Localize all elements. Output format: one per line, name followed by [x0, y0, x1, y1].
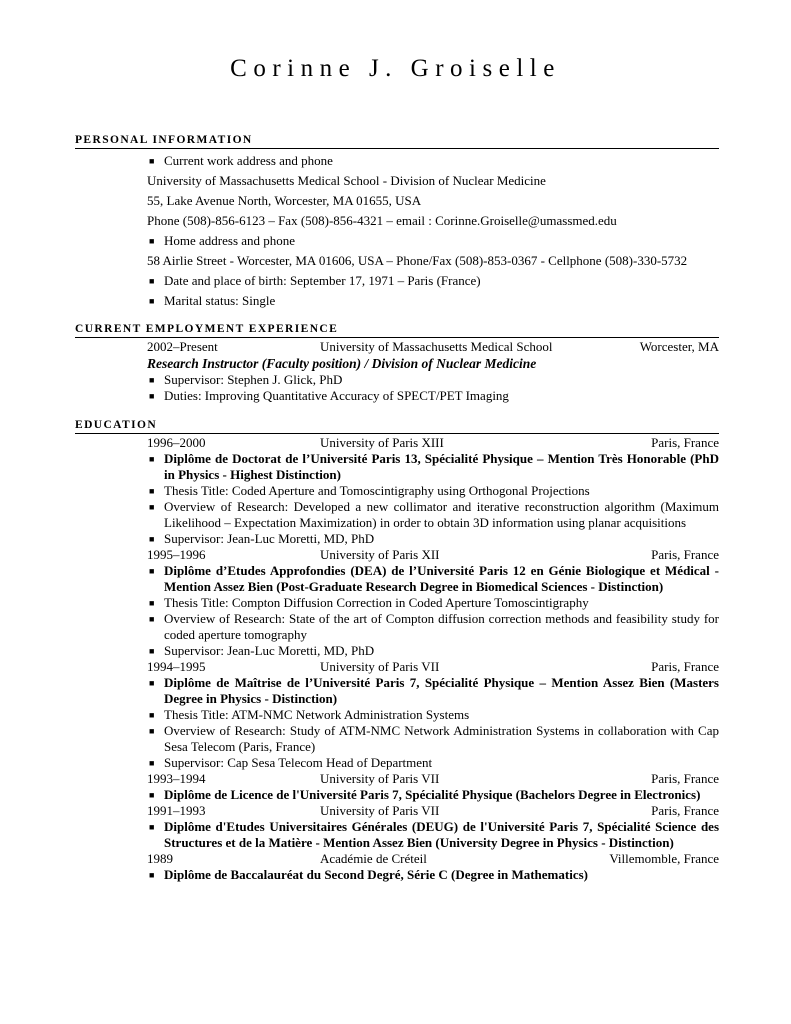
duties-text: Duties: Improving Quantitative Accuracy of SPECT/PET Imaging [164, 388, 509, 403]
bullet-icon: ■ [149, 534, 155, 544]
bullet-icon: ■ [149, 710, 155, 720]
education-years: 1989 [147, 851, 173, 866]
bullet-icon: ■ [149, 790, 155, 800]
education-years: 1993–1994 [147, 771, 206, 786]
section-heading-employment: CURRENT EMPLOYMENT EXPERIENCE [75, 322, 719, 338]
education-years: 1991–1993 [147, 803, 206, 818]
degree-item [75, 819, 719, 851]
work-contact-line: Phone (508)-856-6123 – Fax (508)-856-4321 – email : Corinne.Groiselle@umassmed.edu [147, 213, 617, 228]
education-location: Villemomble, France [609, 851, 719, 866]
education-location: Paris, France [651, 803, 719, 818]
education-row [75, 435, 719, 451]
birth-info: Date and place of birth: September 17, 1971 – Paris (France) [164, 273, 481, 288]
education-location: Paris, France [651, 435, 719, 450]
employment-years: 2002–Present [147, 339, 218, 354]
bullet-icon: ■ [149, 486, 155, 496]
thesis-title: Thesis Title: Coded Aperture and Tomoscintigraphy using Orthogonal Projections [164, 483, 590, 498]
education-years: 1995–1996 [147, 547, 206, 562]
education-location: Paris, France [651, 771, 719, 786]
bullet-icon: ■ [149, 614, 155, 624]
bullet-icon: ■ [149, 678, 155, 688]
education-row [75, 547, 719, 563]
degree-text: Diplôme d’Etudes Approfondies (DEA) de l’Université Paris 12 en Génie Biologique et Médical - Mention Assez Bien (Post-Graduate Research Degree in Biomedical Sciences - Distinction) [164, 563, 719, 594]
bullet-item [75, 643, 719, 659]
supervisor-text: Supervisor: Cap Sesa Telecom Head of Department [164, 755, 433, 770]
research-overview: Overview of Research: State of the art of Compton diffusion correction methods and feasibility study for coded aperture tomography [164, 611, 719, 642]
work-address-line: University of Massachusetts Medical School - Division of Nuclear Medicine [147, 173, 546, 188]
bullet-item [75, 273, 719, 293]
home-address-label: Home address and phone [164, 233, 296, 248]
education-block [75, 435, 719, 883]
resume-name: Corinne J. Groiselle [230, 55, 561, 82]
education-row [75, 851, 719, 867]
degree-item [75, 675, 719, 707]
education-years: 1996–2000 [147, 435, 206, 450]
education-institution: Académie de Créteil [320, 851, 427, 866]
bullet-item [75, 483, 719, 499]
personal-info-block [75, 153, 719, 313]
thesis-title: Thesis Title: Compton Diffusion Correction in Coded Aperture Tomoscintigraphy [164, 595, 589, 610]
bullet-icon: ■ [149, 870, 155, 880]
bullet-item [75, 372, 719, 388]
bullet-icon: ■ [149, 156, 155, 166]
bullet-item [75, 611, 719, 643]
bullet-icon: ■ [149, 236, 155, 246]
education-institution: University of Paris VII [320, 803, 440, 818]
marital-status: Marital status: Single [164, 293, 276, 308]
bullet-item [75, 595, 719, 611]
bullet-item [75, 707, 719, 723]
bullet-icon: ■ [149, 454, 155, 464]
degree-text: Diplôme de Maîtrise de l’Université Paris 7, Spécialité Physique – Mention Assez Bien (Masters Degree in Physics - Distinction) [164, 675, 719, 706]
bullet-icon: ■ [149, 758, 155, 768]
degree-item [75, 563, 719, 595]
work-address-line: 55, Lake Avenue North, Worcester, MA 01655, USA [147, 193, 422, 208]
degree-text: Diplôme de Baccalauréat du Second Degré, Série C (Degree in Mathematics) [164, 867, 588, 882]
research-overview: Overview of Research: Developed a new collimator and iterative reconstruction algorithm (Maximum Likelihood – Expectation Maximization) in order to obtain 3D information using planar acquisitions [164, 499, 719, 530]
home-address-line: 58 Airlie Street - Worcester, MA 01606, USA – Phone/Fax (508)-853-0367 - Cellphone (508)-330-5732 [147, 253, 688, 268]
degree-text: Diplôme d'Etudes Universitaires Générales (DEUG) de l'Université Paris 7, Spécialité Science des Structures et de la Matière - Mention Assez Bien (University Degree in Physics - Distinction) [164, 819, 719, 850]
section-heading-education: EDUCATION [75, 418, 719, 434]
degree-item [75, 451, 719, 483]
employment-location: Worcester, MA [639, 339, 719, 354]
bullet-item [75, 293, 719, 313]
supervisor-text: Supervisor: Jean-Luc Moretti, MD, PhD [164, 531, 375, 546]
degree-item [75, 867, 719, 883]
bullet-icon: ■ [149, 375, 155, 385]
job-title: Research Instructor (Faculty position) / Division of Nuclear Medicine [147, 356, 537, 371]
education-institution: University of Paris XII [320, 547, 440, 562]
degree-text: Diplôme de Doctorat de l’Université Paris 13, Spécialité Physique – Mention Très Honorable (PhD in Physics - Highest Distinction) [164, 451, 719, 482]
thesis-title: Thesis Title: ATM-NMC Network Administration Systems [164, 707, 470, 722]
degree-text: Diplôme de Licence de l'Université Paris 7, Spécialité Physique (Bachelors Degree in Electronics) [164, 787, 701, 802]
education-institution: University of Paris VII [320, 771, 440, 786]
research-overview: Overview of Research: Study of ATM-NMC Network Administration Systems in collaboration with Cap Sesa Telecom (Paris, France) [164, 723, 719, 754]
education-years: 1994–1995 [147, 659, 206, 674]
education-location: Paris, France [651, 659, 719, 674]
bullet-icon: ■ [149, 566, 155, 576]
bullet-icon: ■ [149, 296, 155, 306]
bullet-icon: ■ [149, 646, 155, 656]
bullet-item [75, 233, 719, 253]
bullet-item [75, 388, 719, 404]
work-address-label: Current work address and phone [164, 153, 333, 168]
education-row [75, 803, 719, 819]
education-row [75, 659, 719, 675]
employment-block [75, 339, 719, 404]
bullet-icon: ■ [149, 276, 155, 286]
section-heading-personal: PERSONAL INFORMATION [75, 133, 719, 149]
bullet-item [75, 755, 719, 771]
supervisor-text: Supervisor: Stephen J. Glick, PhD [164, 372, 343, 387]
bullet-icon: ■ [149, 822, 155, 832]
degree-item [75, 787, 719, 803]
bullet-item [75, 153, 719, 173]
bullet-icon: ■ [149, 391, 155, 401]
education-location: Paris, France [651, 547, 719, 562]
bullet-item [75, 531, 719, 547]
education-institution: University of Paris VII [320, 659, 440, 674]
employment-row [75, 339, 719, 355]
bullet-item [75, 723, 719, 755]
employment-institution: University of Massachusetts Medical School [320, 339, 553, 354]
bullet-icon: ■ [149, 598, 155, 608]
bullet-icon: ■ [149, 726, 155, 736]
education-institution: University of Paris XIII [320, 435, 444, 450]
supervisor-text: Supervisor: Jean-Luc Moretti, MD, PhD [164, 643, 375, 658]
bullet-item [75, 499, 719, 531]
bullet-icon: ■ [149, 502, 155, 512]
education-row [75, 771, 719, 787]
